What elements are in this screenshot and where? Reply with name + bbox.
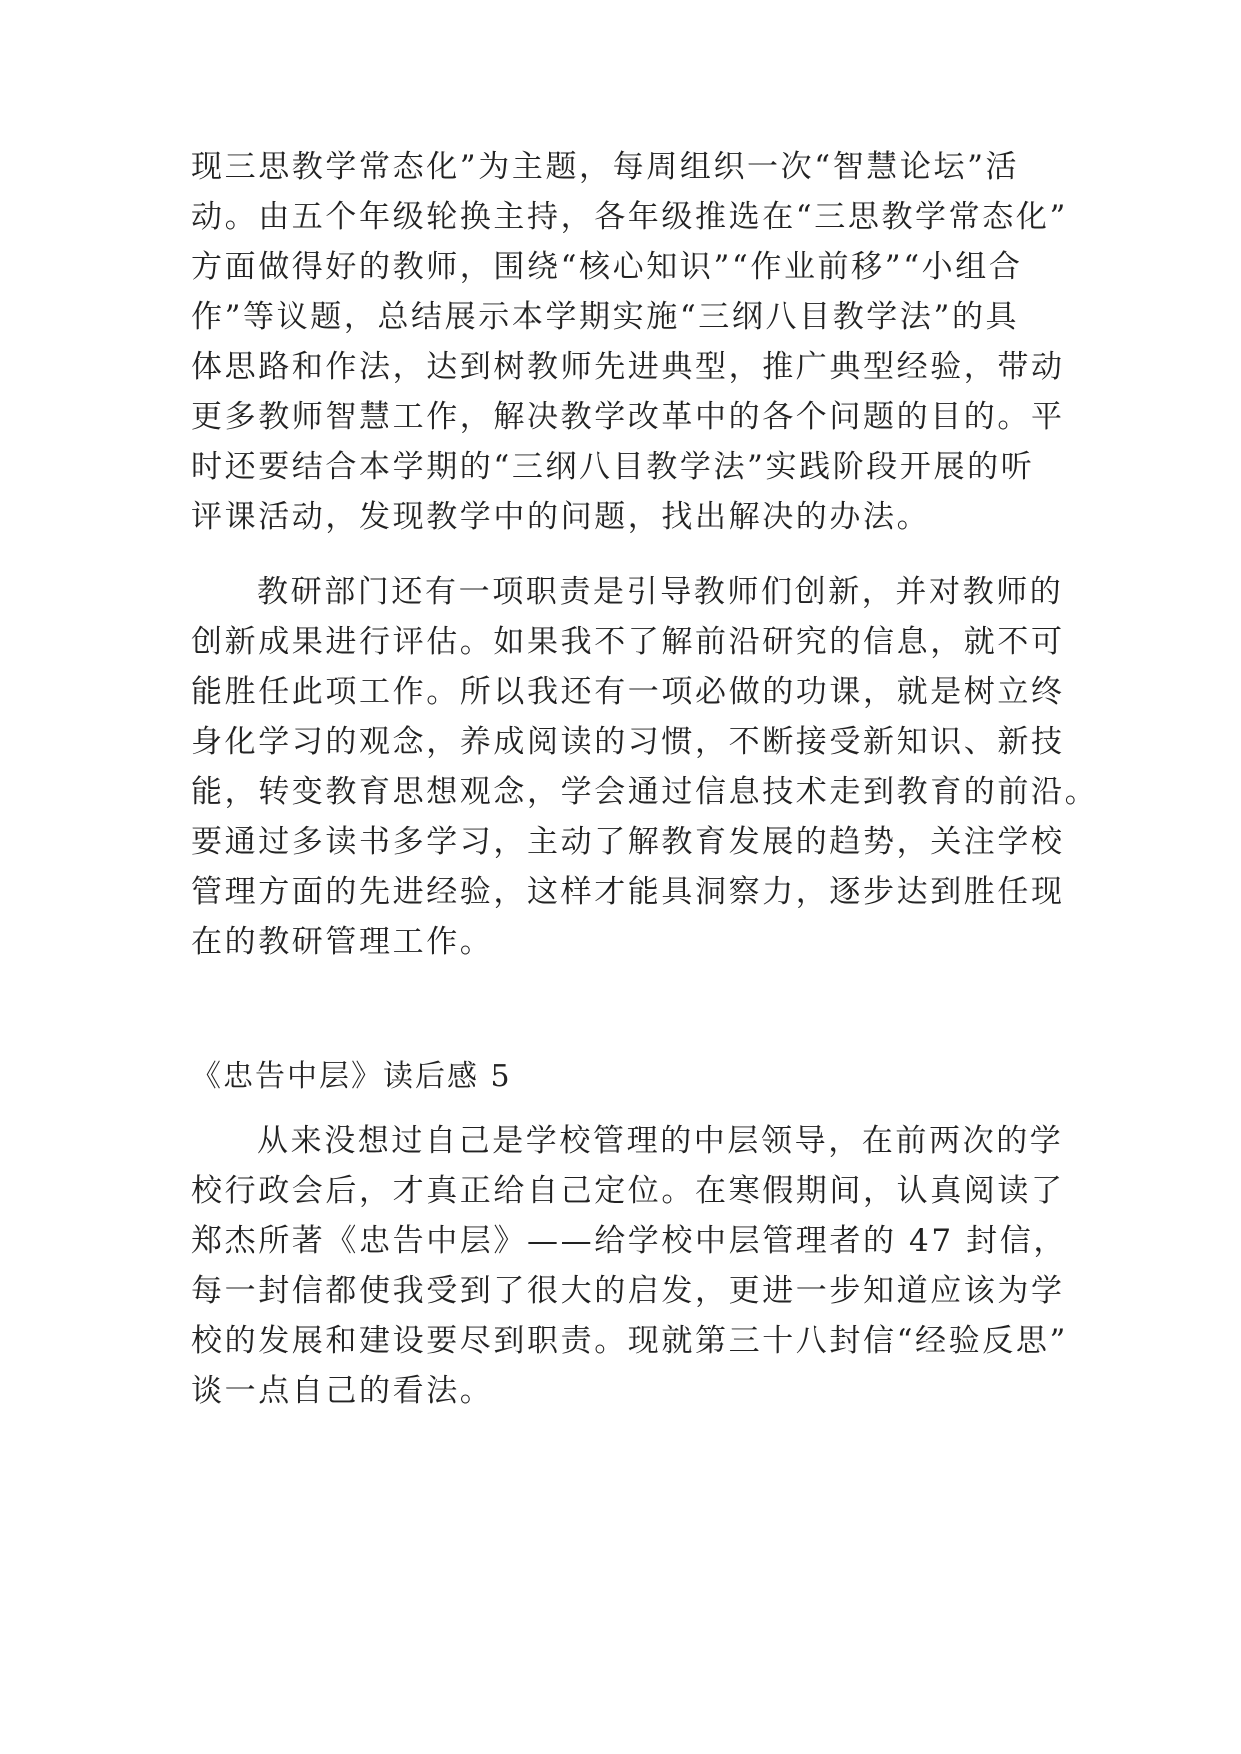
paragraph-line: 动。由五个年级轮换主持，各年级推选在“三思教学常态化” (191, 199, 1068, 235)
paragraph-line: 管理方面的先进经验，这样才能具洞察力，逐步达到胜任现 (191, 874, 1065, 910)
section-heading-text: 《忠告中层》读后感 5 (191, 1059, 512, 1094)
section-heading (191, 1052, 1051, 1102)
paragraph-line: 方面做得好的教师，围绕“核心知识”“作业前移”“小组合 (191, 249, 1023, 285)
paragraph-line: 要通过多读书多学习，主动了解教育发展的趋势，关注学校 (191, 824, 1065, 860)
paragraph-line: 能，转变教育思想观念，学会通过信息技术走到教育的前沿。 (191, 774, 1099, 810)
paragraph-line: 作”等议题，总结展示本学期实施“三纲八目教学法”的具 (191, 299, 1020, 335)
paragraph-line: 能胜任此项工作。所以我还有一项必做的功课，就是树立终 (191, 674, 1065, 710)
paragraph-line: 评课活动，发现教学中的问题，找出解决的办法。 (191, 499, 931, 535)
paragraph-line: 谈一点自己的看法。 (191, 1373, 494, 1409)
paragraph-line: 从来没想过自己是学校管理的中层领导，在前两次的学 (257, 1123, 1064, 1159)
paragraph-research-duty (191, 567, 1099, 967)
paragraph-line: 现三思教学常态化”为主题，每周组织一次“智慧论坛”活 (191, 149, 1020, 185)
paragraph-line: 更多教师智慧工作，解决教学改革中的各个问题的目的。平 (191, 399, 1065, 435)
paragraph-reflection (191, 1116, 1068, 1416)
paragraph-line: 教研部门还有一项职责是引导教师们创新，并对教师的 (257, 574, 1064, 610)
paragraph-line: 郑杰所著《忠告中层》——给学校中层管理者的 47 封信， (191, 1223, 1067, 1259)
paragraph-line: 创新成果进行评估。如果我不了解前沿研究的信息，就不可 (191, 624, 1065, 660)
paragraph-line: 身化学习的观念，养成阅读的习惯，不断接受新知识、新技 (191, 724, 1065, 760)
paragraph-line: 时还要结合本学期的“三纲八目教学法”实践阶段开展的听 (191, 449, 1035, 485)
paragraph-continued (191, 142, 1068, 542)
paragraph-line: 在的教研管理工作。 (191, 924, 494, 960)
paragraph-line: 体思路和作法，达到树教师先进典型，推广典型经验，带动 (191, 349, 1065, 385)
paragraph-line: 校行政会后，才真正给自己定位。在寒假期间，认真阅读了 (191, 1173, 1065, 1209)
paragraph-line: 校的发展和建设要尽到职责。现就第三十八封信“经验反思” (191, 1323, 1068, 1359)
paragraph-line: 每一封信都使我受到了很大的启发，更进一步知道应该为学 (191, 1273, 1065, 1309)
